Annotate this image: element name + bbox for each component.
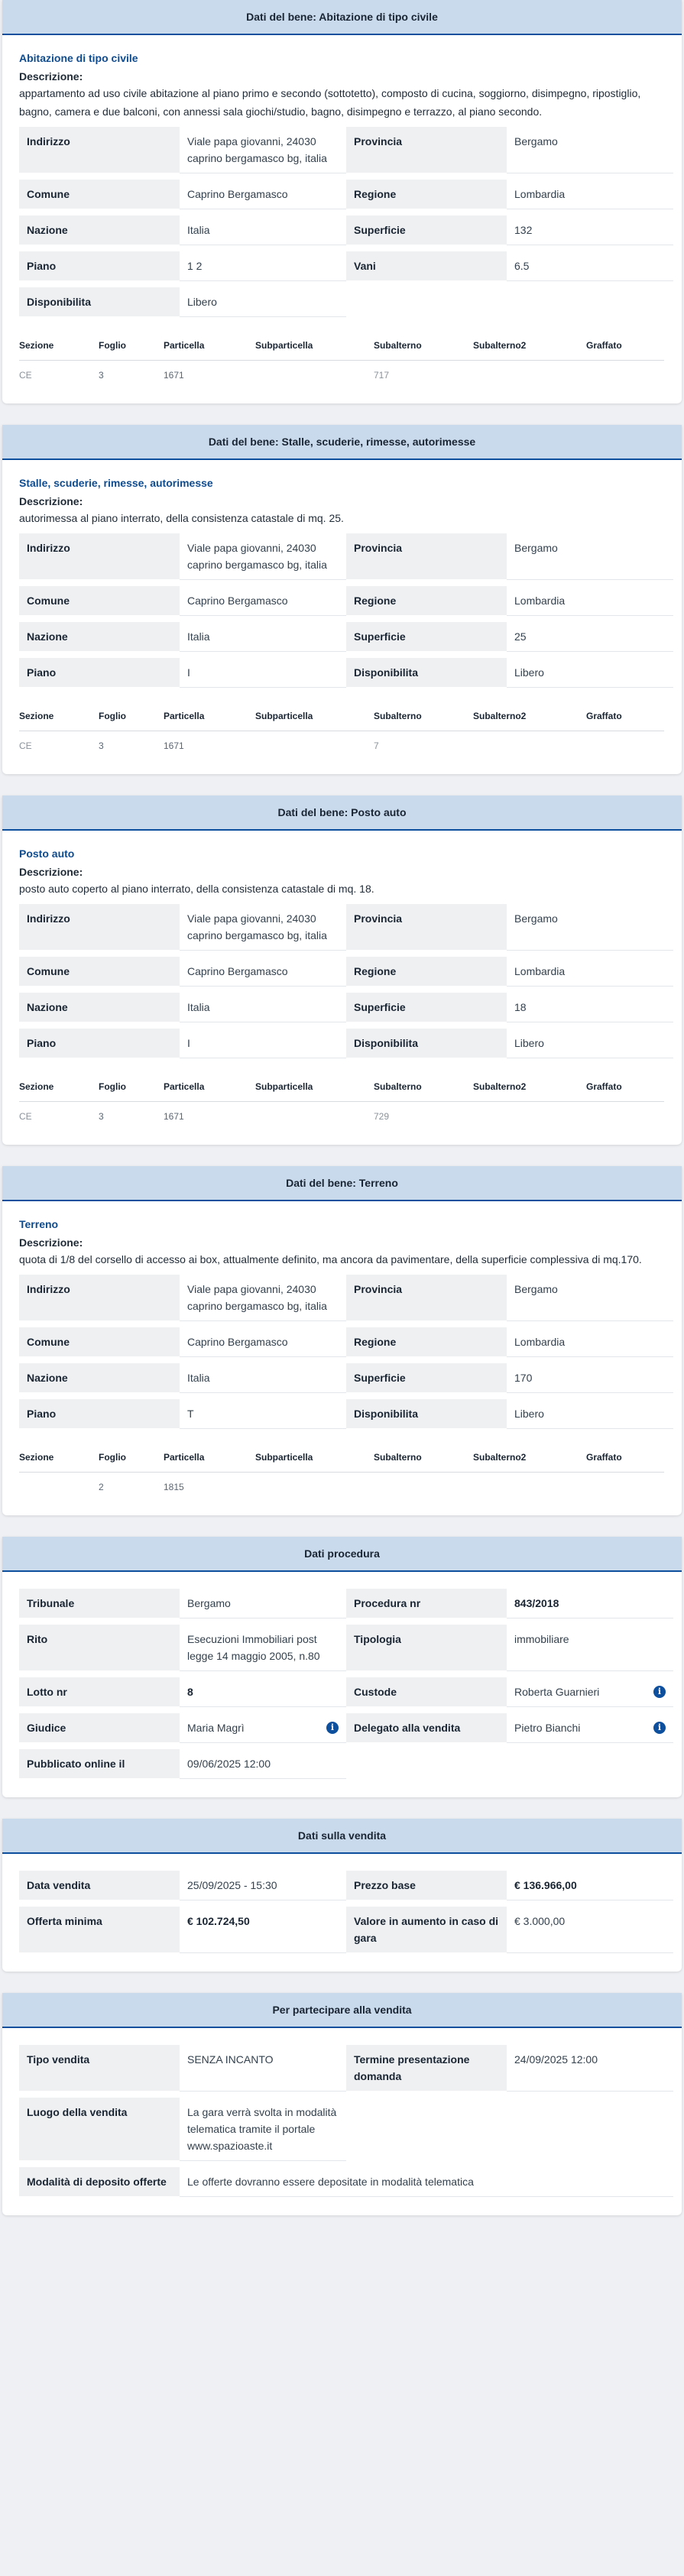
catasto-header: Particella bbox=[164, 337, 255, 361]
regione-label: Regione bbox=[346, 957, 507, 987]
description-label: Descrizione: bbox=[19, 495, 83, 507]
catasto-cell: 2 bbox=[99, 1482, 104, 1492]
comune-label: Comune bbox=[19, 957, 180, 987]
catasto-cell bbox=[255, 1473, 374, 1497]
piano-value: T bbox=[180, 1399, 346, 1429]
procedura-header: Dati procedura bbox=[2, 1537, 682, 1572]
prezzo-base-value: € 136.966,00 bbox=[507, 1871, 673, 1900]
superficie-value: 25 bbox=[507, 622, 673, 652]
provincia-value: Bergamo bbox=[507, 904, 673, 951]
comune-value: Caprino Bergamasco bbox=[180, 957, 346, 987]
deposito-value: Le offerte dovranno essere depositate in modalità telematica bbox=[180, 2167, 673, 2197]
catasto-cell: 717 bbox=[374, 370, 390, 381]
delegato-label: Delegato alla vendita bbox=[346, 1713, 507, 1743]
rito-value: Esecuzioni Immobiliari post legge 14 maggio 2005, n.80 bbox=[180, 1625, 346, 1671]
pubblicato-label: Pubblicato online il bbox=[19, 1749, 180, 1779]
catasto-cell bbox=[255, 361, 374, 385]
catasto-header: Subalterno2 bbox=[473, 1449, 586, 1473]
catasto-header: Sezione bbox=[19, 337, 99, 361]
nazione-label: Nazione bbox=[19, 215, 180, 245]
catasto-cell: 729 bbox=[374, 1111, 390, 1122]
custode-value: Roberta Guarnieri bbox=[514, 1686, 600, 1698]
catasto-header: Particella bbox=[164, 708, 255, 731]
giudice-value-cell bbox=[180, 1713, 346, 1743]
nazione-value: Italia bbox=[180, 215, 346, 245]
superficie-value: 18 bbox=[507, 993, 673, 1022]
bene-header: Dati del bene: Terreno bbox=[2, 1166, 682, 1201]
procedura-grid bbox=[19, 1589, 665, 1779]
provincia-label: Provincia bbox=[346, 533, 507, 580]
catasto-header: Subparticella bbox=[255, 1449, 374, 1473]
bene-details-grid bbox=[19, 904, 665, 1058]
provincia-value: Bergamo bbox=[507, 127, 673, 173]
catasto-cell bbox=[19, 1473, 99, 1497]
disponibilita-label: Disponibilita bbox=[346, 1029, 507, 1058]
disponibilita-label: Disponibilita bbox=[19, 287, 180, 317]
lotto-label: Lotto nr bbox=[19, 1677, 180, 1707]
regione-value: Lombardia bbox=[507, 180, 673, 209]
indirizzo-value: Viale papa giovanni, 24030 caprino bergamasco bg, italia bbox=[180, 533, 346, 580]
tipo-vendita-label: Tipo vendita bbox=[19, 2045, 180, 2092]
partecipare-grid bbox=[19, 2045, 665, 2197]
vendita-grid bbox=[19, 1871, 665, 1953]
bene-header: Dati del bene: Stalle, scuderie, rimesse, autorimesse bbox=[2, 425, 682, 460]
lotto-value: 8 bbox=[180, 1677, 346, 1707]
catasto-header: Subparticella bbox=[255, 708, 374, 731]
bene-card-terreno bbox=[2, 1166, 682, 1515]
superficie-label: Superficie bbox=[346, 215, 507, 245]
catasto-header: Particella bbox=[164, 1449, 255, 1473]
info-icon[interactable]: i bbox=[326, 1722, 339, 1734]
data-vendita-value: 25/09/2025 - 15:30 bbox=[180, 1871, 346, 1900]
indirizzo-value: Viale papa giovanni, 24030 caprino bergamasco bg, italia bbox=[180, 1275, 346, 1321]
description-text: appartamento ad uso civile abitazione al piano primo e secondo (sottotetto), composto di cucina, soggiorno, disimpegno, ripostiglio, bagno, camera e due balconi, con annessi sala giochi/studio, bagno, disimpegno e terrazzo, al piano secondo. bbox=[19, 87, 641, 118]
piano-label: Piano bbox=[19, 251, 180, 281]
provincia-label: Provincia bbox=[346, 127, 507, 173]
superficie-label: Superficie bbox=[346, 1363, 507, 1393]
catasto-cell bbox=[374, 1473, 473, 1497]
catasto-header: Subalterno bbox=[374, 708, 473, 731]
aumento-label: Valore in aumento in caso di gara bbox=[346, 1907, 507, 1953]
indirizzo-value: Viale papa giovanni, 24030 caprino bergamasco bg, italia bbox=[180, 127, 346, 173]
catasto-header: Foglio bbox=[99, 337, 164, 361]
bene-details-grid bbox=[19, 1275, 665, 1429]
comune-value: Caprino Bergamasco bbox=[180, 1327, 346, 1357]
disponibilita-value: Libero bbox=[507, 1029, 673, 1058]
catasto-cell bbox=[473, 1473, 586, 1497]
giudice-label: Giudice bbox=[19, 1713, 180, 1743]
catasto-header: Sezione bbox=[19, 708, 99, 731]
vendita-header: Dati sulla vendita bbox=[2, 1819, 682, 1854]
catasto-cell bbox=[473, 731, 586, 756]
catasto-header: Subparticella bbox=[255, 337, 374, 361]
catasto-header: Subalterno2 bbox=[473, 708, 586, 731]
termine-value: 24/09/2025 12:00 bbox=[507, 2045, 673, 2092]
bene-card-autorimessa bbox=[2, 425, 682, 774]
catasto-header: Subalterno bbox=[374, 1078, 473, 1102]
catasto-cell bbox=[586, 731, 664, 756]
catasto-header: Subalterno2 bbox=[473, 1078, 586, 1102]
luogo-value: La gara verrà svolta in modalità telematica tramite il portale www.spazioaste.it bbox=[180, 2098, 346, 2161]
bene-title: Stalle, scuderie, rimesse, autorimesse bbox=[19, 477, 213, 489]
catasto-header: Subalterno bbox=[374, 337, 473, 361]
regione-label: Regione bbox=[346, 1327, 507, 1357]
catasto-cell: CE bbox=[19, 370, 32, 381]
comune-label: Comune bbox=[19, 180, 180, 209]
catasto-cell: 1815 bbox=[164, 1482, 184, 1492]
description-label: Descrizione: bbox=[19, 1236, 83, 1249]
catasto-cell: 1671 bbox=[164, 1111, 184, 1122]
tipo-vendita-value: SENZA INCANTO bbox=[180, 2045, 346, 2092]
indirizzo-label: Indirizzo bbox=[19, 127, 180, 173]
superficie-label: Superficie bbox=[346, 993, 507, 1022]
piano-value: I bbox=[180, 1029, 346, 1058]
description-label: Descrizione: bbox=[19, 70, 83, 83]
vendita-card bbox=[2, 1819, 682, 1972]
piano-label: Piano bbox=[19, 658, 180, 688]
bene-header: Dati del bene: Posto auto bbox=[2, 795, 682, 831]
bene-card-posto-auto bbox=[2, 795, 682, 1145]
vani-value: 6.5 bbox=[507, 251, 673, 281]
description-text: autorimessa al piano interrato, della consistenza catastale di mq. 25. bbox=[19, 512, 344, 524]
catasto-cell: 3 bbox=[99, 1111, 104, 1122]
disponibilita-label: Disponibilita bbox=[346, 1399, 507, 1429]
offerta-minima-label: Offerta minima bbox=[19, 1907, 180, 1953]
info-icon[interactable]: i bbox=[653, 1686, 666, 1698]
catasto-cell: 7 bbox=[374, 740, 379, 751]
giudice-value: Maria Magrì bbox=[187, 1722, 245, 1734]
provincia-label: Provincia bbox=[346, 1275, 507, 1321]
catasto-header: Subalterno bbox=[374, 1449, 473, 1473]
bene-header: Dati del bene: Abitazione di tipo civile bbox=[2, 0, 682, 35]
disponibilita-value: Libero bbox=[180, 287, 346, 317]
bene-details-grid bbox=[19, 127, 665, 317]
procedura-nr-value: 843/2018 bbox=[507, 1589, 673, 1619]
catasto-cell: CE bbox=[19, 740, 32, 751]
pubblicato-value: 09/06/2025 12:00 bbox=[180, 1749, 346, 1779]
nazione-label: Nazione bbox=[19, 993, 180, 1022]
superficie-label: Superficie bbox=[346, 622, 507, 652]
deposito-label: Modalità di deposito offerte bbox=[19, 2167, 180, 2197]
regione-value: Lombardia bbox=[507, 957, 673, 987]
info-icon[interactable]: i bbox=[653, 1722, 666, 1734]
piano-value: I bbox=[180, 658, 346, 688]
piano-label: Piano bbox=[19, 1399, 180, 1429]
data-vendita-label: Data vendita bbox=[19, 1871, 180, 1900]
catasto-cell: 1671 bbox=[164, 740, 184, 751]
comune-label: Comune bbox=[19, 1327, 180, 1357]
delegato-value: Pietro Bianchi bbox=[514, 1722, 581, 1734]
comune-label: Comune bbox=[19, 586, 180, 616]
prezzo-base-label: Prezzo base bbox=[346, 1871, 507, 1900]
catasto-cell: CE bbox=[19, 1111, 32, 1122]
bene-title: Posto auto bbox=[19, 847, 75, 860]
catasto-header: Particella bbox=[164, 1078, 255, 1102]
tipologia-value: immobiliare bbox=[507, 1625, 673, 1671]
regione-value: Lombardia bbox=[507, 586, 673, 616]
catasto-header: Subparticella bbox=[255, 1078, 374, 1102]
provincia-value: Bergamo bbox=[507, 533, 673, 580]
procedura-nr-label: Procedura nr bbox=[346, 1589, 507, 1619]
piano-value: 1 2 bbox=[180, 251, 346, 281]
catasto-cell bbox=[473, 361, 586, 385]
bene-title: Terreno bbox=[19, 1218, 59, 1230]
disponibilita-value: Libero bbox=[507, 1399, 673, 1429]
nazione-value: Italia bbox=[180, 993, 346, 1022]
catasto-header: Foglio bbox=[99, 708, 164, 731]
catasto-cell bbox=[255, 1102, 374, 1126]
catasto-cell bbox=[586, 1473, 664, 1497]
catasto-header: Sezione bbox=[19, 1078, 99, 1102]
aumento-value: € 3.000,00 bbox=[507, 1907, 673, 1953]
custode-value-cell bbox=[507, 1677, 673, 1707]
bene-title: Abitazione di tipo civile bbox=[19, 52, 138, 64]
vani-label: Vani bbox=[346, 251, 507, 281]
regione-label: Regione bbox=[346, 586, 507, 616]
catasto-cell: 3 bbox=[99, 370, 104, 381]
catasto-table bbox=[19, 708, 665, 756]
tipologia-label: Tipologia bbox=[346, 1625, 507, 1671]
catasto-header: Sezione bbox=[19, 1449, 99, 1473]
offerta-minima-value: € 102.724,50 bbox=[180, 1907, 346, 1953]
catasto-header: Graffato bbox=[586, 1078, 664, 1102]
description-text: posto auto coperto al piano interrato, della consistenza catastale di mq. 18. bbox=[19, 883, 374, 895]
termine-label: Termine presentazione domanda bbox=[346, 2045, 507, 2092]
comune-value: Caprino Bergamasco bbox=[180, 586, 346, 616]
luogo-label: Luogo della vendita bbox=[19, 2098, 180, 2161]
disponibilita-label: Disponibilita bbox=[346, 658, 507, 688]
delegato-value-cell bbox=[507, 1713, 673, 1743]
description-text: quota di 1/8 del corsello di accesso ai box, attualmente definito, ma ancora da pavimentare, della superficie complessiva di mq.170. bbox=[19, 1253, 642, 1265]
indirizzo-value: Viale papa giovanni, 24030 caprino bergamasco bg, italia bbox=[180, 904, 346, 951]
catasto-table bbox=[19, 1449, 665, 1497]
catasto-table bbox=[19, 337, 665, 385]
catasto-cell bbox=[586, 1102, 664, 1126]
superficie-value: 170 bbox=[507, 1363, 673, 1393]
nazione-label: Nazione bbox=[19, 622, 180, 652]
catasto-cell bbox=[255, 731, 374, 756]
catasto-cell bbox=[473, 1102, 586, 1126]
nazione-value: Italia bbox=[180, 622, 346, 652]
indirizzo-label: Indirizzo bbox=[19, 904, 180, 951]
catasto-cell: 1671 bbox=[164, 370, 184, 381]
piano-label: Piano bbox=[19, 1029, 180, 1058]
disponibilita-value: Libero bbox=[507, 658, 673, 688]
procedura-card bbox=[2, 1537, 682, 1797]
catasto-header: Foglio bbox=[99, 1449, 164, 1473]
tribunale-value: Bergamo bbox=[180, 1589, 346, 1619]
rito-label: Rito bbox=[19, 1625, 180, 1671]
catasto-table bbox=[19, 1078, 665, 1126]
provincia-value: Bergamo bbox=[507, 1275, 673, 1321]
catasto-header: Subalterno2 bbox=[473, 337, 586, 361]
nazione-value: Italia bbox=[180, 1363, 346, 1393]
catasto-cell: 3 bbox=[99, 740, 104, 751]
nazione-label: Nazione bbox=[19, 1363, 180, 1393]
superficie-value: 132 bbox=[507, 215, 673, 245]
indirizzo-label: Indirizzo bbox=[19, 533, 180, 580]
bene-details-grid bbox=[19, 533, 665, 688]
regione-value: Lombardia bbox=[507, 1327, 673, 1357]
catasto-header: Graffato bbox=[586, 708, 664, 731]
description-label: Descrizione: bbox=[19, 866, 83, 878]
regione-label: Regione bbox=[346, 180, 507, 209]
partecipare-header: Per partecipare alla vendita bbox=[2, 1993, 682, 2028]
indirizzo-label: Indirizzo bbox=[19, 1275, 180, 1321]
comune-value: Caprino Bergamasco bbox=[180, 180, 346, 209]
catasto-cell bbox=[586, 361, 664, 385]
provincia-label: Provincia bbox=[346, 904, 507, 951]
bene-card-abitazione bbox=[2, 0, 682, 403]
partecipare-card bbox=[2, 1993, 682, 2215]
catasto-header: Graffato bbox=[586, 1449, 664, 1473]
custode-label: Custode bbox=[346, 1677, 507, 1707]
catasto-header: Graffato bbox=[586, 337, 664, 361]
catasto-header: Foglio bbox=[99, 1078, 164, 1102]
tribunale-label: Tribunale bbox=[19, 1589, 180, 1619]
